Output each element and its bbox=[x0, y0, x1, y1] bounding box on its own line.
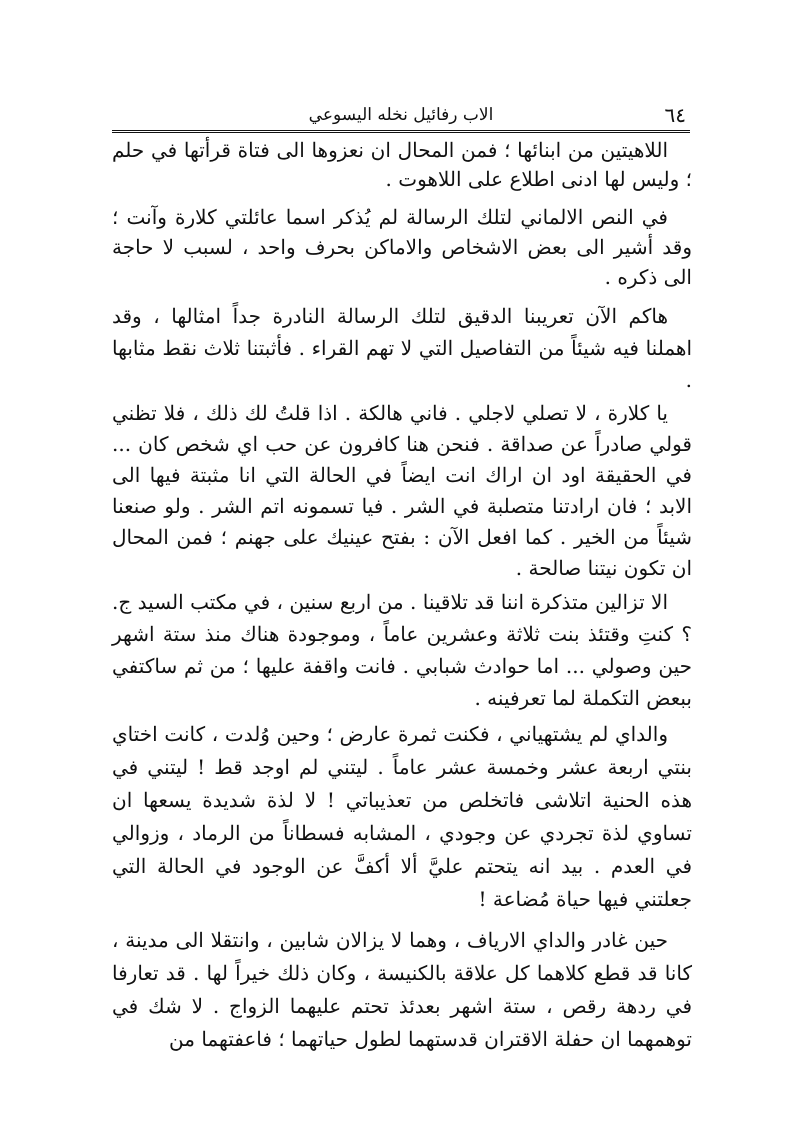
running-header bbox=[116, 100, 686, 130]
page-number: ٦٤ bbox=[664, 103, 686, 127]
paragraph-5: الا تزالين متذكرة اننا قد تلاقينا . من اربع سنين ، في مكتب السيد ج. ؟ كنتِ وقتئذ بنت ثلاثة وعشرين عاماً ، وموجودة هناك منذ ستة اشهر حين وصولي ... اما حوادث شبابي . فانت واقفة عليها ؛ من ثم ساكتفي ببعض التكملة لما تعرفينه . bbox=[112, 590, 692, 710]
paragraph-2: في النص الالماني لتلك الرسالة لم يُذكر اسما عائلتي كلارة وآنت ؛ وقد أشير الى بعض الاشخاص والاماكن بحرف واحد ، لسبب لا حاجة الى ذكره . bbox=[112, 205, 692, 289]
paragraph-4: يا كلارة ، لا تصلي لاجلي . فاني هالكة . اذا قلتُ لك ذلك ، فلا تظني قولي صادراً عن صداقة . فنحن هنا كافرون عن حب اي شخص كان ... في الحقيقة اود ان اراك انت ايضاً في الحالة التي انا مثبتة فيها الى الابد ؛ فان ارادتنا متصلبة في الشر . فيا تسمونه اتم الشر . ولو صنعنا شيئاً من الخير . كما افعل الآن : بفتح عينيك على جهنم ؛ فمن المحال ان تكون نيتنا صالحة . bbox=[112, 401, 692, 580]
paragraph-6: والداي لم يشتهياني ، فكنت ثمرة عارض ؛ وحين وُلدت ، كانت اختاي بنتي اربعة عشر وخمسة عشر عاماً . ليتني لم اوجد قط ! ليتني في هذه الحنية اتلاشى فاتخلص من تعذيباتي ! لا لذة شديدة يسعها ان تساوي لذة تجردي عن وجودي ، المشابه فسطاناً من الرماد ، وزوالي في العدم . بيد انه يتحتم عليَّ ألا أكفَّ عن الوجود في الحالة التي جعلتني فيها حياة مُضاعة ! bbox=[112, 722, 693, 911]
paragraph-3: هاكم الآن تعريبنا الدقيق لتلك الرسالة النادرة جداً امثالها ، وقد اهملنا فيه شيئاً من التفاصيل التي لا تهم القراء . فأثبتنا ثلاث نقط مثابها . bbox=[112, 304, 692, 392]
paragraph-1: اللاهيتين من ابنائها ؛ فمن المحال ان نعزوها الى فتاة قرأتها في حلم ؛ وليس لها ادنى اطلاع على اللاهوت . bbox=[112, 138, 692, 191]
header-rule bbox=[112, 130, 690, 133]
body-text bbox=[112, 136, 692, 1056]
paragraph-7: حين غادر والداي الارياف ، وهما لا يزالان شابين ، وانتقلا الى مدينة ، كانا قد قطع كلاهما كل علاقة بالكنيسة ، وكان ذلك خيراً لها . قد تعارفا في ردهة رقص ، ستة اشهر بعدئذ تحتم عليهما الزواج . لا شك في توهمهما ان حفلة الاقتران قدستهما لطول حياتهما ؛ فاعفتهما من bbox=[112, 928, 692, 1051]
running-title: الاب رفائيل نخله اليسوعي bbox=[308, 105, 494, 125]
